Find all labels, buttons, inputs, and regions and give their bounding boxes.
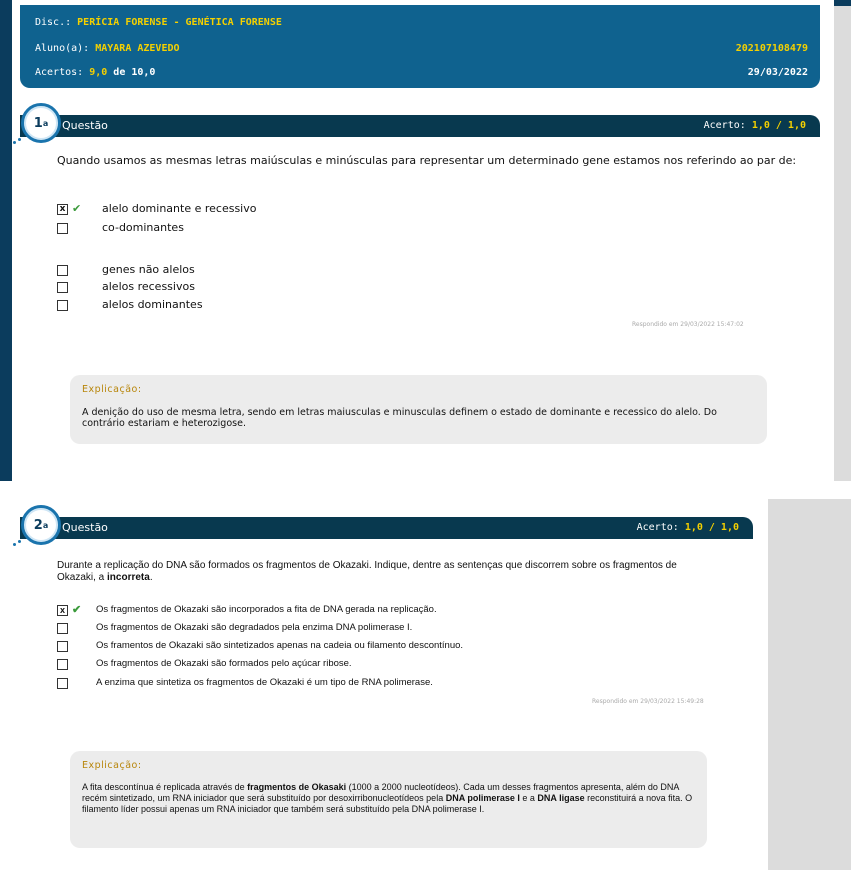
disc-value: PERÍCIA FORENSE - GENÉTICA FORENSE (77, 17, 282, 28)
question-number-suffix: a (42, 118, 49, 128)
question-number-badge (21, 103, 61, 143)
explanation-title: Explicação: (82, 384, 142, 395)
acertos-of: de 10,0 (113, 67, 156, 78)
question-score (637, 522, 739, 533)
option-text: Os fragmentos de Okazaki são formados pelo açúcar ribose. (96, 658, 352, 669)
acertos-label: Acertos: (35, 67, 84, 78)
checkbox-icon[interactable] (57, 623, 68, 634)
question-text-end: . (149, 572, 153, 583)
explanation-title: Explicação: (82, 760, 142, 771)
matricula: 202107108479 (735, 43, 808, 54)
score-value: 1,0 / 1,0 (684, 522, 739, 533)
checkbox-icon[interactable] (57, 641, 68, 652)
correct-check-icon: ✔ (72, 604, 82, 616)
question-2-text (57, 560, 707, 584)
question-label: Questão (62, 521, 108, 534)
disc-label: Disc.: (35, 17, 72, 28)
checkbox-icon[interactable] (57, 300, 68, 311)
explanation-text (82, 782, 697, 815)
explanation-emphasis: DNA polimerase I (445, 793, 520, 803)
explanation-part: A fita descontínua é replicada através de (82, 782, 248, 792)
badge-dots-icon (13, 540, 23, 546)
checkbox-icon[interactable] (57, 678, 68, 689)
explanation-part: (1000 a 2000 nucleotídeos). Cada um desses fragmentos apresenta, além do DNA recém sintetizado, um RNA iniciador que será substituído por desoxirribonucleotídeos pela (82, 782, 679, 803)
explanation-emphasis: DNA ligase (537, 793, 585, 803)
question-1-text: Quando usamos as mesmas letras maiúsculas e minúsculas para representar um determinado gene estamos nos referindo ao par de: (57, 154, 797, 167)
aluno-label: Aluno(a): (35, 43, 90, 54)
aluno-value: MAYARA AZEVEDO (95, 43, 180, 54)
exam-date: 29/03/2022 (747, 67, 808, 78)
acertos-value: 9,0 (89, 67, 108, 78)
explanation-part: reconstituirá a nova fita. O filamento líder possui apenas um RNA iniciador que também será substituído pela DNA polimerase I. (82, 793, 693, 814)
left-edge (0, 0, 12, 481)
checkbox-icon[interactable] (57, 282, 68, 293)
option-text: Os framentos de Okazaki são sintetizados apenas na cadeia ou filamento descontínuo. (96, 640, 464, 651)
correct-check-icon: ✔ (72, 202, 82, 215)
explanation-box (70, 751, 707, 848)
right-margin (768, 499, 851, 870)
score-label: Acerto: (703, 120, 746, 131)
checked-box-icon[interactable]: x (57, 204, 68, 215)
score-value: 1,0 / 1,0 (751, 120, 806, 131)
student-info-box (20, 5, 820, 88)
student-row (35, 43, 810, 57)
question-2-header (20, 517, 753, 539)
option-text: genes não alelos (102, 263, 195, 276)
score-label: Acerto: (636, 522, 679, 533)
question-1-header (20, 115, 820, 137)
option-text: Os fragmentos de Okazaki são degradados pela enzima DNA polimerase I. (96, 622, 413, 633)
option-text: alelos dominantes (102, 298, 203, 311)
option-text: Os fragmentos de Okazaki são incorporados a fita de DNA gerada na replicação. (96, 604, 437, 615)
explanation-emphasis: fragmentos de Okasaki (247, 782, 347, 792)
checkbox-icon[interactable] (57, 265, 68, 276)
score-row (35, 67, 810, 81)
question-number-badge (21, 505, 61, 545)
page-break (0, 481, 851, 499)
right-scroll-area (834, 0, 851, 481)
answered-timestamp: Respondido em 29/03/2022 15:49:28 (592, 698, 704, 705)
badge-dots-icon (13, 138, 23, 144)
question-text-emphasis: incorreta (107, 572, 150, 583)
option-text: A enzima que sintetiza os fragmentos de Okazaki é um tipo de RNA polimerase. (96, 677, 433, 688)
answered-timestamp: Respondido em 29/03/2022 15:47:02 (632, 321, 744, 328)
question-label: Questão (62, 119, 108, 132)
question-number: 2 (33, 517, 43, 533)
explanation-box (70, 375, 767, 444)
explanation-text: A denição do uso de mesma letra, sendo em letras maiusculas e minusculas definem o estado de dominante e recessico do alelo. Do contrário estariam e heterozigose. (82, 407, 717, 429)
option-text: alelo dominante e recessivo (102, 202, 257, 215)
checkbox-icon[interactable] (57, 223, 68, 234)
question-number: 1 (33, 115, 43, 131)
question-number-suffix: a (42, 520, 49, 530)
option-text: alelos recessivos (102, 280, 195, 293)
explanation-part: e a (519, 793, 538, 803)
checked-box-icon[interactable]: x (57, 605, 68, 616)
discipline-row (35, 17, 810, 31)
question-score (704, 120, 806, 131)
option-text: co-dominantes (102, 221, 184, 234)
question-text-part: Durante a replicação do DNA são formados os fragmentos de Okazaki. Indique, dentre as sentenças que discorrem sobre os fragmentos de Okazaki, a (57, 560, 677, 583)
checkbox-icon[interactable] (57, 659, 68, 670)
